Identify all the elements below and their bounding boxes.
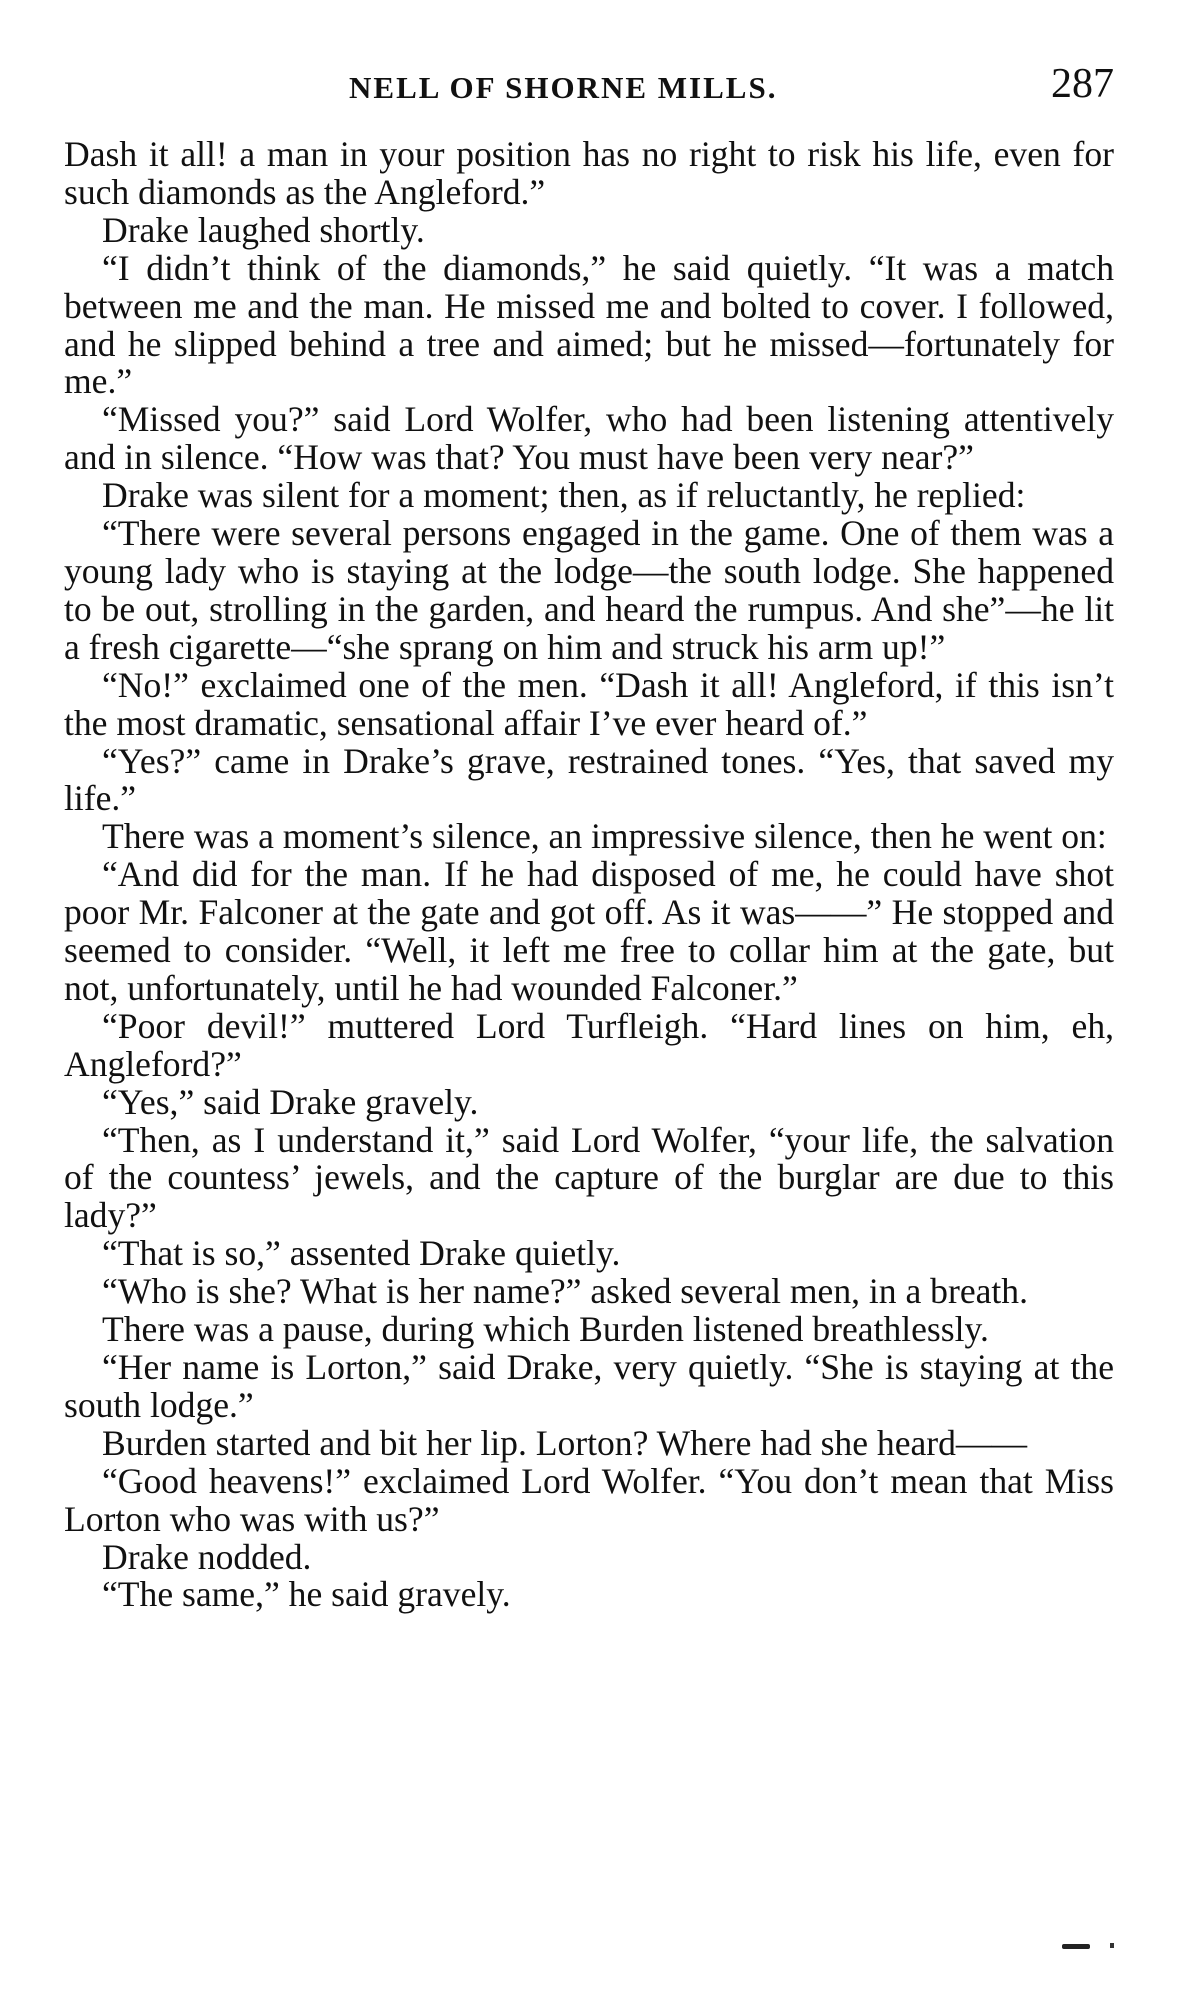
paragraph: Dash it all! a man in your position has no right to risk his life, even for such diamonds as the Angleford.” xyxy=(64,134,1114,212)
paragraph: “Then, as I understand it,” said Lord Wolfer, “your life, the salvation of the countess’ jewels, and the capture of the burglar are due to this lady?” xyxy=(64,1119,1114,1236)
paragraph: “And did for the man. If he had disposed of me, he could have shot poor Mr. Falconer at the gate and got off. As it was——” He stopped and seemed to consider. “Well, it left me free to collar him at the gate, but not, unfortunately, until he had wounded Falconer.” xyxy=(64,854,1114,1008)
paragraph: “Her name is Lorton,” said Drake, very quietly. “She is staying at the south lodge.” xyxy=(64,1347,1114,1425)
paragraph: “Good heavens!” exclaimed Lord Wolfer. “You don’t mean that Miss Lorton who was with us?” xyxy=(64,1460,1114,1539)
page-number: 287 xyxy=(1051,61,1114,107)
paragraph: “That is so,” assented Drake quietly. xyxy=(102,1233,621,1274)
body-text xyxy=(64,136,1114,1614)
paragraph: “Yes,” said Drake gravely. xyxy=(102,1081,479,1122)
paragraph: “Missed you?” said Lord Wolfer, who had been listening attentively and in silence. “How was that? You must have been very near?” xyxy=(64,399,1114,478)
paragraph: “Who is she? What is her name?” asked several men, in a breath. xyxy=(102,1271,1028,1312)
paragraph: Drake laughed shortly. xyxy=(102,209,425,250)
paragraph: “No!” exclaimed one of the men. “Dash it all! Angleford, if this isn’t the most dramatic, sensational affair I’ve ever heard of.” xyxy=(64,664,1114,743)
paragraph: There was a pause, during which Burden listened breathlessly. xyxy=(102,1309,989,1350)
end-dash-mark xyxy=(1062,1944,1090,1949)
paragraph: There was a moment’s silence, an impressive silence, then he went on: xyxy=(102,816,1107,857)
paragraph: “I didn’t think of the diamonds,” he said quietly. “It was a match between me and the man. He missed me and bolted to cover. I followed, and he slipped behind a tree and aimed; but he missed—fortunately for me.” xyxy=(64,247,1114,402)
paragraph: “Poor devil!” muttered Lord Turfleigh. “Hard lines on him, eh, Angleford?” xyxy=(64,1005,1114,1084)
paragraph: Drake nodded. xyxy=(102,1536,312,1577)
paragraph: “There were several persons engaged in the game. One of them was a young lady who is staying at the lodge—the south lodge. She happened to be out, strolling in the garden, and heard the rumpus. And she”—he lit a fresh cigarette—“she sprang on him and struck his arm up!” xyxy=(64,513,1114,667)
paragraph: “Yes?” came in Drake’s grave, restrained tones. “Yes, that saved my life.” xyxy=(64,740,1114,819)
running-title: NELL OF SHORNE MILLS. xyxy=(349,70,778,105)
end-dot-mark xyxy=(1110,1943,1114,1948)
running-head xyxy=(64,60,1114,110)
paragraph: Burden started and bit her lip. Lorton? Where had she heard—— xyxy=(102,1422,1028,1463)
paragraph: Drake was silent for a moment; then, as if reluctantly, he replied: xyxy=(102,475,1026,516)
paragraph: “The same,” he said gravely. xyxy=(102,1574,511,1615)
printer-end-mark xyxy=(1062,1940,1122,1950)
